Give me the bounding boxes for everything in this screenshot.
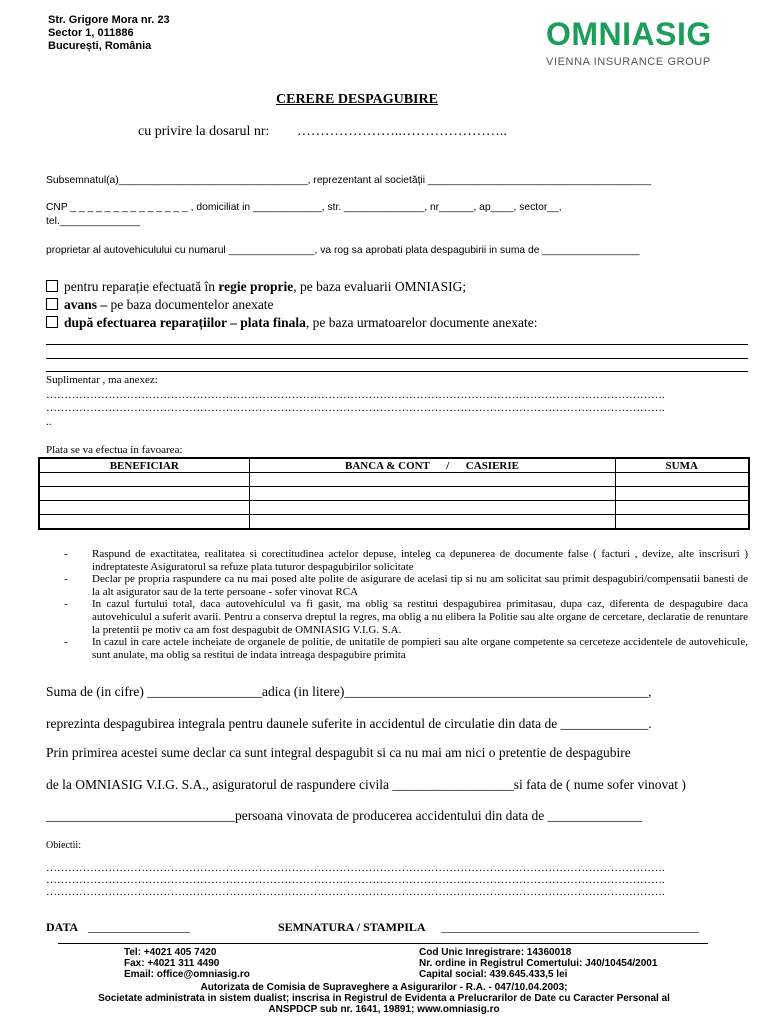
logo-tagline: VIENNA INSURANCE GROUP: [546, 56, 711, 68]
checkbox[interactable]: [46, 298, 58, 310]
company-address: [48, 14, 170, 53]
option-avans[interactable]: avans – pe baza documentelor anexate: [46, 297, 274, 313]
dosar-label: cu privire la dosarul nr:: [138, 124, 270, 139]
dots-line[interactable]: …………………………………………………………………………………………………………………………………………………….: [46, 402, 665, 414]
table-cell[interactable]: [249, 515, 615, 530]
logo-wordmark: OMNIASIG: [546, 16, 712, 52]
omniasig-logo: [546, 18, 712, 68]
tel-line[interactable]: tel.______________: [46, 216, 140, 227]
table-row: [39, 501, 749, 515]
table-cell[interactable]: [39, 515, 249, 530]
dots-line[interactable]: …………………………………………………………………………………………………………………………………………………….: [46, 886, 665, 898]
footer-contacts: [124, 947, 250, 980]
table-cell[interactable]: [39, 501, 249, 515]
table-cell[interactable]: [615, 487, 749, 501]
cnp-line[interactable]: CNP _ _ _ _ _ _ _ _ _ _ _ _ _ _ , domiciliat in ____________, str. ______________, nr______, ap____, sector__,: [46, 202, 562, 213]
column-header: SUMA: [615, 458, 749, 473]
footer-cui: Cod Unic Inregistrare: 14360018: [419, 947, 572, 958]
checkbox[interactable]: [46, 280, 58, 292]
footer-registration: [419, 947, 657, 980]
dela-line[interactable]: de la OMNIASIG V.I.G. S.A., asiguratorul de raspundere civila __________________si fata de ( nume sofer vinovat ): [46, 777, 686, 792]
persoana-line[interactable]: ____________________________persoana vinovata de producerea accidentului din data de ______________: [46, 808, 643, 823]
table-cell[interactable]: [615, 515, 749, 530]
plata-label: Plata se va efectua in favoarea:: [46, 444, 183, 456]
dosar-field[interactable]: …………………..…………………..: [296, 124, 507, 139]
footer-legal-line: Autorizata de Comisia de Supraveghere a Asigurarilor - R.A. - 047/10.04.2003;: [200, 982, 568, 993]
table-cell[interactable]: [249, 487, 615, 501]
beneficiar-table: [38, 457, 750, 530]
option-regie-proprie[interactable]: pentru reparație efectuată în regie proprie, pe baza evaluarii OMNIASIG;: [46, 279, 466, 295]
footer-email[interactable]: Email: office@omniasig.ro: [124, 969, 250, 980]
dots-line-short: ..: [46, 416, 52, 428]
prin-line: Prin primirea acestei sume declar ca sunt integral despagubit si ca nu mai am nici o pretentie de despagubire: [46, 745, 631, 760]
checkbox[interactable]: [46, 316, 58, 328]
declaration-item: - Raspund de exactitatea, realitatea si corectitudinea actelor depuse, inteleg ca depunerea de documente false ( facturi , devize, alte inscrisuri ) indreptateste Asiguratorul sa refuze plata tuturor despagubirilor solicitate: [92, 548, 748, 573]
write-line[interactable]: [46, 358, 748, 359]
table-cell[interactable]: [615, 501, 749, 515]
semnatura-label: SEMNATURA / STAMPILA: [278, 920, 426, 934]
footer-legal: [0, 982, 768, 1015]
footer-capital: Capital social: 439.645.433,5 lei: [419, 969, 568, 980]
address-line: Str. Grigore Mora nr. 23: [48, 14, 170, 26]
footer-legal-line: Societate administrata in sistem dualist; inscrisa in Registrul de Evidenta a Prelucrarilor de Date cu Caracter Personal al: [98, 993, 670, 1004]
semnatura-field[interactable]: ___________________________________________: [441, 920, 699, 934]
table-row: [39, 473, 749, 487]
document-title: CERERE DESPAGUBIRE: [276, 92, 438, 107]
data-field[interactable]: _________________: [88, 920, 190, 934]
declaration-item: - In cazul furtului total, daca autovehiculul va fi gasit, ma oblig sa restitui despagubirea primitasau, dupa caz, diferenta de despagubire daca autovehiculul a suferit avarii. Pentru a conserva dreptul la regres, ma oblig a nu elibera la Politie sau alte organe de cercetare, declaratie de renuntare la pretentii pe motiv ca am fost despagubit de OMNIASIG V.I.G. S.A.: [92, 598, 748, 636]
option-plata-finala[interactable]: după efectuarea reparațiilor – plata finala, pe baza urmatoarelor documente anexate:: [46, 315, 538, 331]
table-cell[interactable]: [39, 473, 249, 487]
table-cell[interactable]: [39, 487, 249, 501]
column-header: BANCA & CONT / CASIERIE: [249, 458, 615, 473]
footer-fax: Fax: +4021 311 4490: [124, 958, 220, 969]
footer-divider: [58, 943, 708, 944]
footer-legal-line[interactable]: ANSPDCP sub nr. 1641, 19891; www.omniasig.ro: [268, 1004, 500, 1015]
dosar-line: [138, 124, 507, 140]
table-header-row: [39, 458, 749, 473]
dots-line[interactable]: …………………………………………………………………………………………………………………………………………………….: [46, 874, 665, 886]
address-line: București, România: [48, 40, 152, 52]
table-row: [39, 515, 749, 530]
table-cell[interactable]: [249, 501, 615, 515]
suplimentar-label: Suplimentar , ma anexez:: [46, 374, 158, 386]
footer-phone: Tel: +4021 405 7420: [124, 947, 217, 958]
table-cell[interactable]: [615, 473, 749, 487]
footer-reg-com: Nr. ordine in Registrul Comertului: J40/10454/2001: [419, 958, 658, 969]
reprezinta-line[interactable]: reprezinta despagubirea integrala pentru daunele suferite in accidentul de circulatie din data de _____________.: [46, 716, 652, 731]
proprietar-line[interactable]: proprietar al autovehiculului cu numarul _______________, va rog sa aprobati plata despagubirii in suma de _________________: [46, 245, 640, 256]
dots-line[interactable]: …………………………………………………………………………………………………………………………………………………….: [46, 862, 665, 874]
table-cell[interactable]: [249, 473, 615, 487]
subsemnatul-line[interactable]: Subsemnatul(a)_________________________________, reprezentant al societății _______________________________________: [46, 175, 652, 186]
dots-line[interactable]: …………………………………………………………………………………………………………………………………………………….: [46, 389, 665, 401]
declarations: [64, 548, 748, 661]
table-row: [39, 487, 749, 501]
obiectii-label: Obiectii:: [46, 840, 81, 851]
data-label: DATA: [46, 920, 79, 934]
write-line[interactable]: [46, 344, 748, 345]
declaration-item: - Declar pe propria raspundere ca nu mai posed alte polite de asigurare de acelasi tip si nu am solicitat sau primit despagubiri/compensatii banesti de la alt asigurator sau de la terte persoane - sofer vinovat RCA: [92, 573, 748, 598]
suma-line[interactable]: Suma de (in cifre) _________________adica (in litere)_____________________________________________,: [46, 684, 652, 699]
address-line: Sector 1, 011886: [48, 27, 134, 39]
declaration-item: - In cazul in care actele incheiate de organele de politie, de unitatile de pompieri sau alte organe competente sa cerceteze accidentele de autovehicule, sunt anulate, ma oblig sa restitui de indata intreaga despagubire primita: [92, 636, 748, 661]
column-header: BENEFICIAR: [39, 458, 249, 473]
write-line[interactable]: [46, 371, 748, 372]
